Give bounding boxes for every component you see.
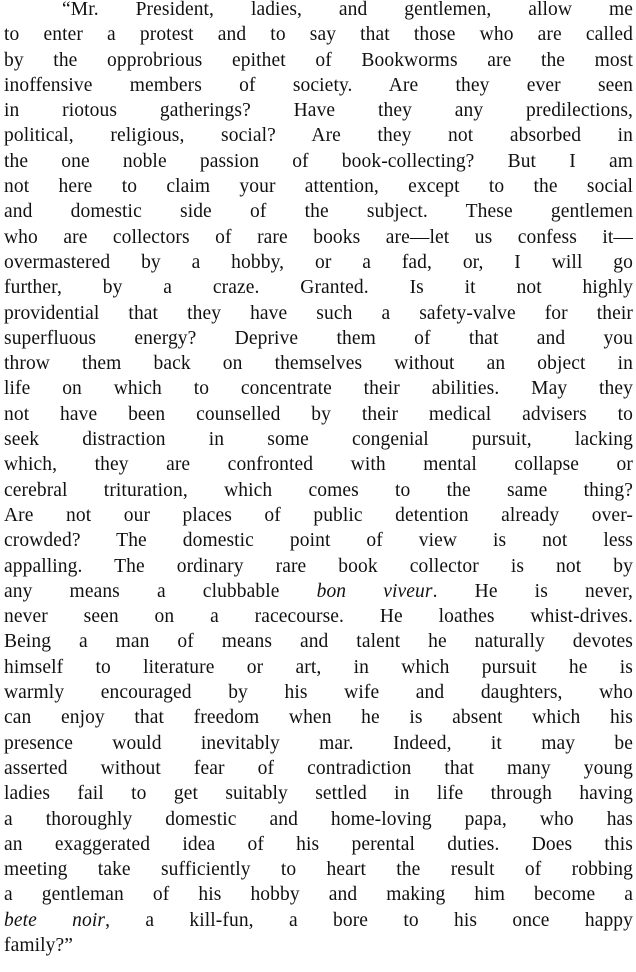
text-line — [4, 199, 633, 224]
text-line — [4, 301, 633, 326]
text-segment: ladies fail to get suitably settled in life through having — [4, 783, 633, 805]
text-segment: asserted without fear of contradiction that many young — [4, 757, 633, 779]
text-segment: presence would inevitably mar. Indeed, it may be — [4, 732, 633, 754]
text-line — [4, 781, 633, 806]
text-segment: and domestic side of the subject. These gentlemen — [4, 201, 633, 223]
text-segment: seek distraction in some congenial pursuit, lacking — [4, 429, 633, 451]
text-segment: warmly encouraged by his wife and daughters, who — [4, 682, 633, 704]
text-segment: not have been counselled by their medical advisers to — [4, 403, 633, 425]
text-segment: , a kill-fun, a bore to his once happy — [105, 909, 633, 931]
text-segment: cerebral trituration, which comes to the same thing? — [4, 479, 633, 501]
text-segment: not here to claim your attention, except to the social — [4, 176, 633, 198]
text-line — [4, 832, 633, 857]
text-segment: appalling. The ordinary rare book collector is not by — [4, 555, 633, 577]
text-line — [4, 73, 633, 98]
text-segment: to enter a protest and to say that those who are called — [4, 24, 633, 46]
text-line — [4, 756, 633, 781]
document-page — [4, 0, 633, 972]
text-line — [4, 402, 633, 427]
text-line — [4, 731, 633, 756]
text-line — [4, 629, 633, 654]
text-line — [4, 376, 633, 401]
italic-text: bon viveur — [316, 580, 433, 602]
text-line — [4, 275, 633, 300]
text-line — [4, 452, 633, 477]
text-segment: further, by a craze. Granted. Is it not highly — [4, 277, 633, 299]
text-line — [4, 225, 633, 250]
text-segment: never seen on a racecourse. He loathes whist-drives. — [4, 606, 633, 628]
text-line — [4, 427, 633, 452]
text-segment: providential that they have such a safety-valve for their — [4, 302, 633, 324]
text-segment: inoffensive members of society. Are they ever seen — [4, 74, 633, 96]
text-segment: can enjoy that freedom when he is absent which his — [4, 707, 633, 729]
text-segment: an exaggerated idea of his perental duties. Does this — [4, 833, 633, 855]
text-line — [4, 882, 633, 907]
text-line — [4, 908, 633, 933]
text-line — [4, 933, 633, 958]
text-line — [4, 0, 633, 22]
text-line — [4, 478, 633, 503]
text-segment: a gentleman of his hobby and making him become a — [4, 884, 633, 906]
text-line — [4, 98, 633, 123]
text-segment: which, they are confronted with mental collapse or — [4, 454, 633, 476]
text-segment: the one noble passion of book-collecting? But I am — [4, 150, 633, 172]
text-line — [4, 22, 633, 47]
text-line — [4, 604, 633, 629]
text-line — [4, 680, 633, 705]
speech-paragraph — [4, 0, 633, 958]
text-segment: Being a man of means and talent he naturally devotes — [4, 631, 633, 653]
text-segment: a thoroughly domestic and home-loving papa, who has — [4, 808, 633, 830]
text-segment: crowded? The domestic point of view is not less — [4, 530, 633, 552]
text-segment: superfluous energy? Deprive them of that and you — [4, 327, 633, 349]
text-line — [4, 149, 633, 174]
text-segment: himself to literature or art, in which pursuit he is — [4, 656, 633, 678]
text-segment: life on which to concentrate their abilities. May they — [4, 378, 633, 400]
text-line — [4, 174, 633, 199]
text-line — [4, 250, 633, 275]
text-line — [4, 579, 633, 604]
text-line — [4, 351, 633, 376]
text-segment: meeting take sufficiently to heart the result of robbing — [4, 859, 633, 881]
text-line — [4, 554, 633, 579]
italic-text: bete noir — [4, 909, 106, 931]
text-segment: any means a clubbable — [4, 580, 317, 602]
text-segment: political, religious, social? Are they not absorbed in — [4, 125, 633, 147]
text-segment: overmastered by a hobby, or a fad, or, I will go — [4, 251, 633, 273]
text-segment: “Mr. President, ladies, and gentlemen, allow me — [62, 0, 633, 20]
text-line — [4, 123, 633, 148]
text-line — [4, 503, 633, 528]
text-segment: in riotous gatherings? Have they any predilections, — [4, 100, 633, 122]
text-line — [4, 705, 633, 730]
text-line — [4, 857, 633, 882]
text-segment: by the opprobrious epithet of Bookworms are the most — [4, 49, 633, 71]
text-line — [4, 48, 633, 73]
text-line — [4, 655, 633, 680]
text-line — [4, 528, 633, 553]
text-line — [4, 807, 633, 832]
text-segment: Are not our places of public detention already over- — [4, 504, 633, 526]
text-segment: who are collectors of rare books are—let us confess it— — [4, 226, 633, 248]
text-line — [4, 326, 633, 351]
text-segment: family?” — [4, 934, 74, 956]
text-segment: . He is never, — [432, 580, 633, 602]
text-segment: throw them back on themselves without an object in — [4, 353, 633, 375]
